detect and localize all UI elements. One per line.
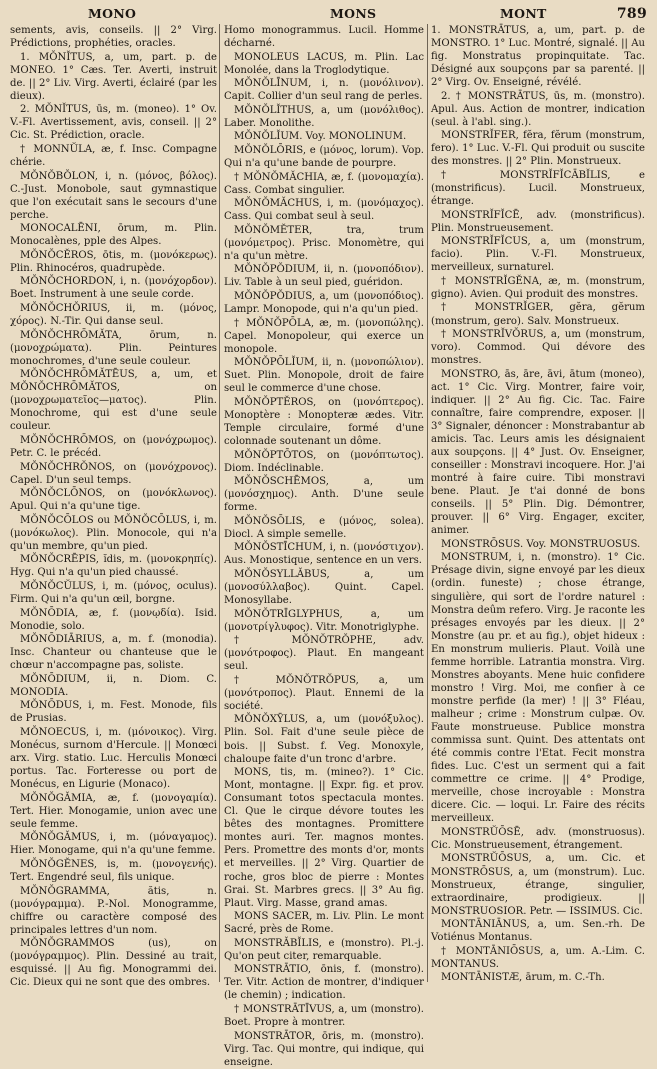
dictionary-entry: MŎNŎSTĪCHUM, i, n. (μονόστιχον). Aus. Monostique, sentence en un vers. xyxy=(224,542,424,567)
dictionary-entry: 2. MŎNĬTUS, ūs, m. (moneo). 1° Ov. V.-Fl. Avertissement, avis, conseil. || 2° Cic. St. Prédiction, oracle. xyxy=(10,104,217,142)
dictionary-entry: † MŎNŎMĂCHIA, æ, f. (μονομαχία). Cass. Combat singulier. xyxy=(224,171,424,196)
dictionary-entry: MŎNŎGĔNES, is, m. (μονογενής). Tert. Engendré seul, fils unique. xyxy=(10,858,217,883)
dictionary-entry: MŎNŎGĂMUS, i, m. (μόναγαμος). Hier. Monogame, qui n'a qu'une femme. xyxy=(10,832,217,857)
column-1 xyxy=(10,24,217,989)
dictionary-entry: MŎNŎSCHĒMOS, a, um (μονόσχημος). Anth. D'une seule forme. xyxy=(224,476,424,514)
dictionary-entry: MONS SACER, m. Liv. Plin. Le mont Sacré, près de Rome. xyxy=(224,911,424,936)
dictionary-entry: MONSTRO, ās, āre, āvi, ātum (moneo), act. 1° Cic. Virg. Montrer, faire voir, indiquer. || 2° Au fig. Cic. Tac. Faire connaître, faire comprendre, exposer. || 3° Signaler, dénoncer : Monstrabantur ab amicis. Tac. Leurs amis les désignaient aux soupçons. || 4° Just. Ov. Enseigner, conseiller : Monstravi incoquere. Hor. J'ai montré à faire cuire. Tibi monstravi bene. Plaut. Je t'ai donné de bons conseils. || 5° Plin. Dig. Démontrer, prouver. || 6° Virg. Engager, exciter, animer. xyxy=(431,368,645,537)
dictionary-entry: MONTĀNIĀNUS, a, um. Sen.-rh. De Votiénus Montanus. xyxy=(431,919,645,944)
dictionary-entry: MONSTRĂBĬLIS, e (monstro). Pl.-j. Qu'on peut citer, remarquable. xyxy=(224,937,424,962)
dictionary-entry: MONSTRŬŌSĒ, adv. (monstruosus). Cic. Monstrueusement, étrangement. xyxy=(431,826,645,851)
dictionary-entry: MŎNŎGRAMMOS (us), on (μονόγραμμος). Plin. Dessiné au trait, esquissé. || Au fig. Monogrammi dei. Cic. Dieux qui ne sont que des ombres. xyxy=(10,938,217,989)
dictionary-entry: MŎNŎTRĪGLYPHUS, a, um (μονοτρίγλυφος). Vitr. Monotriglyphe. xyxy=(224,608,424,633)
dictionary-entry: MŎNŎPŎDIUM, ii, n. (μονοπόδιον). Liv. Table à un seul pied, guéridon. xyxy=(224,264,424,289)
dictionary-entry: MŎNŎCRĒPIS, ĭdis, m. (μονοκρηπίς). Hyg. Qui n'a qu'un pied chaussé. xyxy=(10,554,217,579)
left-guideword: MONO xyxy=(88,6,137,21)
dictionary-entry: † MONSTRĬGER, gĕra, gĕrum (monstrum, gero). Salv. Monstrueux. xyxy=(431,302,645,327)
dictionary-entry: MONSTRĬFĬCĒ, adv. (monstrificus). Plin. Monstrueusement. xyxy=(431,209,645,234)
dictionary-entry: MŎNŌDUS, i, m. Fest. Monode, fils de Prusias. xyxy=(10,700,217,725)
dictionary-entry: † MONSTRĬGĔNA, æ, m. (monstrum, gigno). Avien. Qui produit des monstres. xyxy=(431,275,645,300)
dictionary-entry: MŎNOECUS, i, m. (μόνοικος). Virg. Monécus, surnom d'Hercule. || Monœci arx. Virg. statio. Luc. Herculis Monœci portus. Tac. Forteresse ou port de Monécus, en Ligurie (Monaco). xyxy=(10,726,217,791)
dictionary-entry: † MONNŬLA, æ, f. Insc. Compagne chérie. xyxy=(10,143,217,168)
dictionary-entry: MONSTRŌSUS. Voy. MONSTRUOSUS. xyxy=(441,538,641,550)
dictionary-entry: MŎNŎMĂCHUS, i, m. (μονόμαχος). Cass. Qui combat seul à seul. xyxy=(224,198,424,223)
dictionary-entry: MŎNŎCĔROS, ōtis, m. (μονόκερως). Plin. Rhinocéros, quadrupède. xyxy=(10,249,217,274)
dictionary-entry: † MONSTRĬVŎRUS, a, um (monstrum, voro). Commod. Qui dévore des monstres. xyxy=(431,329,645,367)
column-divider xyxy=(427,24,428,982)
dictionary-entry: MŎNŎPŎDIUS, a, um (μονοπόδιος). Lampr. Monopode, qui n'a qu'un pied. xyxy=(224,290,424,315)
dictionary-entry: MŎNŎLĬTHUS, a, um (μονόλιθος). Laber. Monolithe. xyxy=(224,104,424,129)
dictionary-entry: MŎNŎCHORDON, i, n. (μονόχορδον). Boet. Instrument à une seule corde. xyxy=(10,276,217,301)
dictionary-entry: MONOCALĒNI, ōrum, m. Plin. Monocalènes, pple des Alpes. xyxy=(10,223,217,248)
dictionary-entry: MONSTRĬFER, fĕra, fĕrum (monstrum, fero). 1° Luc. V.-Fl. Qui produit ou suscite des monstres. || 2° Plin. Monstrueux. xyxy=(431,130,645,168)
dictionary-entry: MŎNŌDIĀRIUS, a, m. f. (monodia). Insc. Chanteur ou chanteuse que le chœur n'accompagne pas, soliste. xyxy=(10,634,217,672)
dictionary-entry: MŎNŎGĂMIA, æ, f. (μονογαμία). Tert. Hier. Monogamie, union avec une seule femme. xyxy=(10,792,217,830)
dictionary-entry: 1. MONSTRĀTUS, a, um, part. p. de MONSTRO. 1° Luc. Montré, signalé. || Au fig. Monstratus propinquitate. Tac. Désigné aux soupçons par sa parenté. || 2° Virg. Ov. Enseigné, révélé. xyxy=(431,25,645,89)
dictionary-entry: MONSTRĀTIO, ōnis, f. (monstro). Ter. Vitr. Action de montrer, d'indiquer (le chemin) ; indication. xyxy=(224,964,424,1002)
dictionary-entry: Homo monogrammus. Lucil. Homme décharné. xyxy=(224,25,424,50)
dictionary-entry: MŎNŎCHŎRIUS, ii, m. (μόνος, χόρος). N.-Tir. Qui danse seul. xyxy=(10,302,217,328)
dictionary-entry: MŎNŎLĬUM. Voy. MONOLINUM. xyxy=(234,131,407,143)
dictionary-entry: MŎNŎGRAMMA, ătis, n. (μονόγραμμα). P.-Nol. Monogramme, chiffre ou caractère composé des principales lettres d'un nom. xyxy=(10,885,217,936)
dictionary-entry: MONOLEUS LACUS, m. Plin. Lac Monolée, dans la Troglodytique. xyxy=(224,51,424,76)
dictionary-entry: MŎNŎMĔTER, tra, trum (μονόμετρος). Prisc. Monomètre, qui n'a qu'un mètre. xyxy=(224,224,424,262)
page-header xyxy=(14,6,647,24)
right-guideword: MONT xyxy=(500,6,547,21)
dictionary-entry: 1. MŎNĬTUS, a, um, part. p. de MONEO. 1° Cæs. Ter. Averti, instruit de. || 2° Liv. Virg. Averti, éclairé (par les dieux). xyxy=(10,51,217,102)
column-divider xyxy=(219,24,220,982)
dictionary-entry: MŎNŎPTŌTOS, on (μονόπτωτος). Diom. Indéclinable. xyxy=(224,449,424,474)
dictionary-entry: MŎNŎLŌRIS, e (μόνος, lorum). Vop. Qui n'a qu'une bande de pourpre. xyxy=(224,144,424,169)
middle-guideword: MONS xyxy=(330,6,377,21)
dictionary-entry: MONTĀNISTÆ, ārum, m. C.-Th. xyxy=(441,972,605,984)
dictionary-entry: † MONSTRĀTĪVUS, a, um (monstro). Boet. Propre à montrer. xyxy=(224,1003,424,1029)
dictionary-entry: MŎNŎBŎLON, i, n. (μόνος, βόλος). C.-Just. Monobole, saut gymnastique que l'on exécutait sans le secours d'une perche. xyxy=(10,170,217,221)
dictionary-entry: MŎNŎCHRŌMĂTĒUS, a, um, et MŎNŎCHRŌMĂTOS, on (μονοχρωματεῖος—ματος). Plin. Monochrome, qui est d'une seule couleur. xyxy=(10,369,217,433)
dictionary-entry: MŎNŎCHRŎNOS, on (μονόχρονος). Capel. D'un seul temps. xyxy=(10,461,217,486)
dictionary-entry: † MŎNŎTRŎPUS, a, um (μονότροπος). Plaut. Ennemi de la société. xyxy=(224,674,424,712)
dictionary-entry: MŎNŎSŌLIS, e (μόνος, solea). Diocl. A simple semelle. xyxy=(224,515,424,540)
dictionary-entry: MONSTRŬŌSUS, a, um. Cic. et MONSTRŌSUS, a, um (monstrum). Luc. Monstrueux, étrange, singulier, extraordinaire, prodigieux. || MONSTRUOSIOR. Petr. — ISSIMUS. Cic. xyxy=(431,853,645,917)
dictionary-entry: † MONTĀNIŌSUS, a, um. A.-Lim. C. MONTANUS. xyxy=(431,945,645,970)
column-3 xyxy=(431,24,645,982)
dictionary-entry: MŎNŎCŌLOS ou MŎNŎCŌLUS, i, m. (μονόκωλος). Plin. Monocole, qui n'a qu'un membre, qu'un pied. xyxy=(10,514,217,552)
dictionary-entry: MŎNŎCHRŌMOS, on (μονόχρωμος). Petr. C. le précéd. xyxy=(10,434,217,459)
dictionary-entry: † MŎNŎTRŎPHE, adv. (μονότροφος). Plaut. En mangeant seul. xyxy=(224,635,424,673)
column-2 xyxy=(224,24,424,1068)
dictionary-entry: MŎNŎPŌLĬUM, ii, n. (μονοπώλιον). Suet. Plin. Monopole, droit de faire seul le commerce d'une chose. xyxy=(224,357,424,395)
dictionary-entry: MŎNŌDIA, æ, f. (μονῳδία). Isid. Monodie, solo. xyxy=(10,607,217,632)
dictionary-entry: MŎNŌDIUM, ii, n. Diom. C. MONODIA. xyxy=(10,673,217,698)
dictionary-entry: 2. † MONSTRĀTUS, ūs, m. (monstro). Apul. Aus. Action de montrer, indication (seul. à l'abl. sing.). xyxy=(431,90,645,128)
dictionary-entry: MŎNŎSYLLĂBUS, a, um (μονοσύλλαβος). Quint. Capel. Monosyllabe. xyxy=(224,568,424,607)
dictionary-entry: MŎNŎLĪNUM, i, n. (μονόλινον). Capit. Collier d'un seul rang de perles. xyxy=(224,78,424,103)
dictionary-entry: MONSTRĬFĬCUS, a, um (monstrum, facio). Plin. V.-Fl. Monstrueux, merveilleux, surnaturel. xyxy=(431,236,645,274)
dictionary-entry: † MŎNŎPŌLA, æ, m. (μονοπώλης). Capel. Monopoleur, qui exerce un monopole. xyxy=(224,317,424,355)
dictionary-entry: MŎNŎCŬLUS, i, m. (μόνος, oculus). Firm. Qui n'a qu'un œil, borgne. xyxy=(10,580,217,606)
dictionary-entry: MŎNŎPTĔROS, on (μονόπτερος). Monoptère : Monopteræ ædes. Vitr. Temple circulaire, formé d'une colonnade soutenant un dôme. xyxy=(224,396,424,447)
dictionary-entry: MONSTRĀTOR, ōris, m. (monstro). Virg. Tac. Qui montre, qui indique, qui enseigne. xyxy=(224,1030,424,1068)
dictionary-entry: MONS, tis, m. (mineo?). 1° Cic. Mont, montagne. || Expr. fig. et prov. Consumant totos spectacula montes. Cl. Que le cirque dévore toutes les bêtes des montagnes. Promittere montes auri. Ter. magnos montes. Pers. Promettre des monts d'or, monts et merveilles. || 2° Virg. Quartier de roche, gros bloc de pierre : Montes Grai. St. Marbres grecs. || 3° Au fig. Plaut. Virg. Masse, grand amas. xyxy=(224,767,424,909)
page-number: 789 xyxy=(616,6,647,22)
dictionary-entry: MONSTRUM, i, n. (monstro). 1° Cic. Présage divin, signe envoyé par les dieux (ordin. funeste) ; chose étrange, singulière, qui sort de l'ordre naturel : Monstra deûm refero. Virg. Je raconte les présages envoyés par les dieux. || 2° Monstre (au pr. et au fig.), objet hideux : En monstrum mulieris. Plaut. Voilà une femme horrible. Latrantia monstra. Virg. Monstres aboyants. Mene huic confidere monstro ! Virg. Moi, me confier à ce monstre perfide (la mer) ! || 3° Fléau, malheur ; crime : Monstrum culpæ. Ov. Faute monstrueuse. Publice monstra commissa sunt. Quint. Des attentats ont été commis contre l'Etat. Fecit monstra fides. Luc. C'est un serment qui a fait commettre ce crime. || 4° Prodige, merveille, chose incroyable : Monstra dicere. Cic. — loqui. Lr. Faire des récits merveilleux. xyxy=(431,552,645,825)
dictionary-entry: † MONSTRĬFĬCĀBĬLIS, e (monstrificus). Lucil. Monstrueux, étrange. xyxy=(431,170,645,208)
dictionary-entry: MŎNŎXȲLUS, a, um (μονόξυλος). Plin. Sol. Fait d'une seule pièce de bois. || Subst. f. Veg. Monoxyle, chaloupe faite d'un tronc d'arbre. xyxy=(224,714,424,765)
dictionary-entry: MŎNŎCHRŌMĂTA, ōrum, n. (μονοχρώματα). Plin. Peintures monochromes, d'une seule couleur. xyxy=(10,329,217,367)
dictionary-entry: MŎNŎCLŌNOS, on (μονόκλωνος). Apul. Qui n'a qu'une tige. xyxy=(10,488,217,513)
dictionary-entry: sements, avis, conseils. || 2° Virg. Prédictions, prophéties, oracles. xyxy=(10,25,217,50)
